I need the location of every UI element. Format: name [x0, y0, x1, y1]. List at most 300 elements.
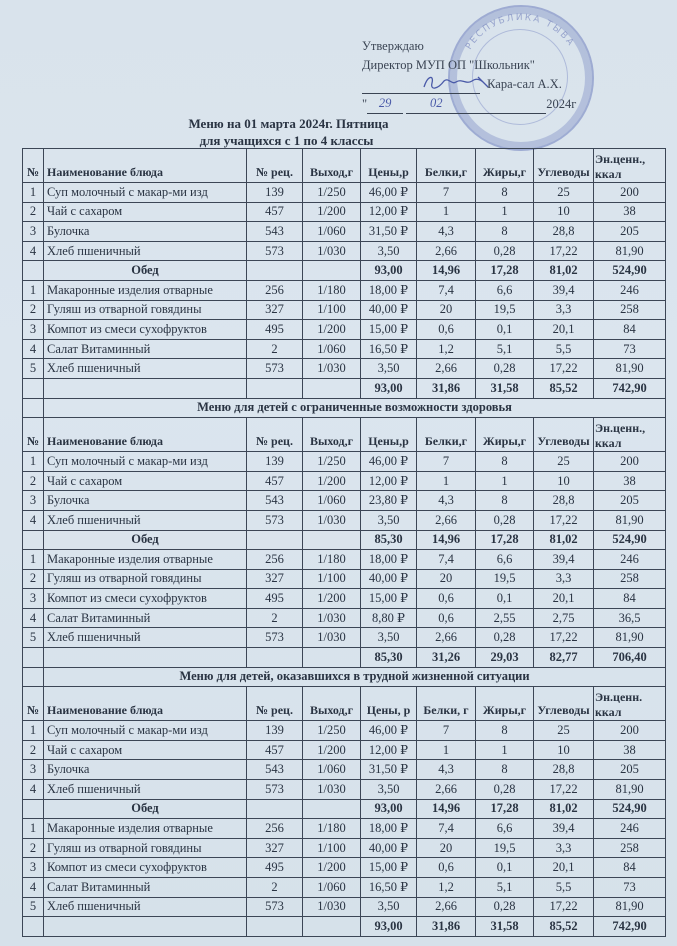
breakfast-row	[23, 241, 666, 261]
col-no: 2	[23, 471, 44, 491]
header-row	[23, 418, 666, 452]
col-fat: 8	[476, 452, 534, 472]
col-name: Гуляш из отварной говядины	[44, 300, 247, 320]
col-recipe: 327	[247, 838, 303, 858]
col-no: 3	[23, 320, 44, 340]
col-no: 3	[23, 858, 44, 878]
col-fat: 1	[476, 202, 534, 222]
col-yield: 1/030	[303, 897, 361, 917]
col-yield: 1/030	[303, 628, 361, 648]
col-name: Салат Витаминный	[44, 878, 247, 898]
col-price: 16,50 ₽	[361, 339, 417, 359]
col-name: Макаронные изделия отварные	[44, 550, 247, 570]
svg-text:РЕСПУБЛИКА ТЫВА: РЕСПУБЛИКА ТЫВА	[464, 12, 577, 52]
empty-cell	[23, 648, 44, 668]
col-yield: 1/060	[303, 491, 361, 511]
col-carbs: 3,3	[534, 300, 594, 320]
subtotal-col-protein: 14,96	[417, 799, 476, 819]
lunch-row	[23, 569, 666, 589]
header-col-fat: Жиры,г	[476, 418, 534, 452]
empty-cell	[303, 530, 361, 550]
col-recipe: 573	[247, 359, 303, 379]
col-recipe: 256	[247, 280, 303, 300]
col-protein: 1	[417, 202, 476, 222]
date-day: 29	[367, 94, 403, 114]
breakfast-row	[23, 760, 666, 780]
col-price: 15,00 ₽	[361, 858, 417, 878]
empty-cell	[247, 799, 303, 819]
header-row	[23, 149, 666, 183]
col-recipe: 573	[247, 780, 303, 800]
col-recipe: 573	[247, 628, 303, 648]
col-no: 1	[23, 721, 44, 741]
col-yield: 1/060	[303, 760, 361, 780]
col-fat: 6,6	[476, 550, 534, 570]
col-carbs: 10	[534, 740, 594, 760]
col-carbs: 25	[534, 721, 594, 741]
total-col-protein: 31,86	[417, 917, 476, 937]
col-kcal: 246	[594, 280, 666, 300]
breakfast-row	[23, 740, 666, 760]
lunch-row	[23, 320, 666, 340]
col-kcal: 205	[594, 760, 666, 780]
header-col-name: Наименование блюда	[44, 418, 247, 452]
empty-cell	[303, 648, 361, 668]
col-kcal: 38	[594, 471, 666, 491]
col-carbs: 3,3	[534, 838, 594, 858]
header-col-carbs: Углеводы	[534, 149, 594, 183]
subtotal-label: Обед	[44, 261, 247, 281]
col-price: 3,50	[361, 359, 417, 379]
director-name: Кара-сал А.Х.	[487, 77, 562, 91]
col-no: 1	[23, 183, 44, 203]
date-underline	[466, 113, 546, 114]
col-name: Булочка	[44, 491, 247, 511]
col-protein: 2,66	[417, 510, 476, 530]
total-col-price: 93,00	[361, 917, 417, 937]
col-price: 46,00 ₽	[361, 721, 417, 741]
col-yield: 1/200	[303, 202, 361, 222]
col-no: 5	[23, 897, 44, 917]
col-carbs: 28,8	[534, 760, 594, 780]
subtotal-label: Обед	[44, 530, 247, 550]
lunch-row	[23, 300, 666, 320]
col-yield: 1/180	[303, 819, 361, 839]
col-protein: 1	[417, 471, 476, 491]
col-protein: 0,6	[417, 589, 476, 609]
empty-cell	[247, 917, 303, 937]
empty-cell	[23, 917, 44, 937]
col-no: 1	[23, 550, 44, 570]
lunch-row	[23, 359, 666, 379]
header-col-recipe: № рец.	[247, 687, 303, 721]
header-col-name: Наименование блюда	[44, 149, 247, 183]
col-recipe: 573	[247, 241, 303, 261]
col-carbs: 17,22	[534, 359, 594, 379]
col-price: 3,50	[361, 780, 417, 800]
section-title: Меню для детей, оказавшихся в трудной жизненной ситуации	[44, 667, 666, 687]
col-protein: 7,4	[417, 280, 476, 300]
col-yield: 1/200	[303, 858, 361, 878]
breakfast-row	[23, 491, 666, 511]
col-recipe: 139	[247, 183, 303, 203]
col-kcal: 205	[594, 491, 666, 511]
total-row	[23, 648, 666, 668]
col-price: 3,50	[361, 897, 417, 917]
col-protein: 1	[417, 740, 476, 760]
col-name: Суп молочный с макар-ми изд	[44, 183, 247, 203]
col-protein: 2,66	[417, 628, 476, 648]
col-kcal: 246	[594, 819, 666, 839]
col-price: 31,50 ₽	[361, 760, 417, 780]
col-kcal: 81,90	[594, 510, 666, 530]
col-protein: 1,2	[417, 878, 476, 898]
approval-block	[362, 37, 592, 114]
header-row	[23, 687, 666, 721]
col-fat: 0,28	[476, 628, 534, 648]
section-title-row	[23, 398, 666, 418]
col-protein: 2,66	[417, 897, 476, 917]
header-col-yield: Выход,г	[303, 687, 361, 721]
col-recipe: 573	[247, 897, 303, 917]
col-name: Компот из смеси сухофруктов	[44, 858, 247, 878]
menu-table	[22, 148, 666, 937]
col-fat: 0,1	[476, 858, 534, 878]
total-col-fat: 29,03	[476, 648, 534, 668]
header-col-name: Наименование блюда	[44, 687, 247, 721]
total-col-kcal: 742,90	[594, 917, 666, 937]
col-kcal: 200	[594, 721, 666, 741]
header-col-price: Цены,р	[361, 149, 417, 183]
col-no: 3	[23, 589, 44, 609]
col-protein: 7	[417, 183, 476, 203]
col-no: 2	[23, 740, 44, 760]
empty-cell	[44, 917, 247, 937]
date-line: " 29 02 2024г	[362, 94, 592, 114]
col-yield: 1/100	[303, 569, 361, 589]
empty-cell	[23, 378, 44, 398]
total-col-carbs: 85,52	[534, 378, 594, 398]
breakfast-row	[23, 452, 666, 472]
col-recipe: 139	[247, 452, 303, 472]
col-no: 3	[23, 491, 44, 511]
section-title: Меню для детей с ограниченные возможности здоровья	[44, 398, 666, 418]
col-protein: 20	[417, 838, 476, 858]
subtotal-col-fat: 17,28	[476, 799, 534, 819]
col-protein: 2,66	[417, 780, 476, 800]
col-fat: 0,1	[476, 320, 534, 340]
header-col-protein: Белки,г	[417, 418, 476, 452]
col-no: 1	[23, 452, 44, 472]
col-no: 3	[23, 222, 44, 242]
empty-cell	[23, 261, 44, 281]
empty-cell	[23, 799, 44, 819]
col-protein: 7	[417, 721, 476, 741]
col-recipe: 2	[247, 339, 303, 359]
col-carbs: 28,8	[534, 222, 594, 242]
total-col-kcal: 742,90	[594, 378, 666, 398]
col-carbs: 39,4	[534, 280, 594, 300]
col-no: 2	[23, 569, 44, 589]
col-fat: 8	[476, 760, 534, 780]
col-yield: 1/180	[303, 280, 361, 300]
col-price: 15,00 ₽	[361, 320, 417, 340]
col-yield: 1/030	[303, 780, 361, 800]
col-yield: 1/100	[303, 300, 361, 320]
col-carbs: 10	[534, 202, 594, 222]
col-recipe: 457	[247, 202, 303, 222]
col-yield: 1/250	[303, 183, 361, 203]
col-price: 18,00 ₽	[361, 550, 417, 570]
header-col-carbs: Углеводы	[534, 687, 594, 721]
col-recipe: 2	[247, 878, 303, 898]
col-recipe: 495	[247, 320, 303, 340]
empty-cell	[303, 261, 361, 281]
col-name: Суп молочный с макар-ми изд	[44, 452, 247, 472]
col-kcal: 84	[594, 589, 666, 609]
empty-cell	[247, 261, 303, 281]
col-name: Хлеб пшеничный	[44, 628, 247, 648]
col-recipe: 139	[247, 721, 303, 741]
col-carbs: 20,1	[534, 858, 594, 878]
col-price: 18,00 ₽	[361, 280, 417, 300]
col-kcal: 81,90	[594, 359, 666, 379]
col-recipe: 457	[247, 471, 303, 491]
empty-cell	[303, 799, 361, 819]
lunch-row	[23, 897, 666, 917]
col-fat: 6,6	[476, 280, 534, 300]
col-protein: 0,6	[417, 858, 476, 878]
col-protein: 20	[417, 569, 476, 589]
col-no: 4	[23, 878, 44, 898]
col-price: 46,00 ₽	[361, 452, 417, 472]
col-price: 46,00 ₽	[361, 183, 417, 203]
lunch-row	[23, 550, 666, 570]
col-yield: 1/030	[303, 510, 361, 530]
lunch-row	[23, 838, 666, 858]
col-carbs: 17,22	[534, 780, 594, 800]
subtotal-col-carbs: 81,02	[534, 799, 594, 819]
col-protein: 4,3	[417, 222, 476, 242]
subtotal-col-carbs: 81,02	[534, 530, 594, 550]
col-kcal: 258	[594, 569, 666, 589]
col-price: 12,00 ₽	[361, 202, 417, 222]
col-yield: 1/200	[303, 589, 361, 609]
total-col-carbs: 82,77	[534, 648, 594, 668]
col-kcal: 36,5	[594, 608, 666, 628]
signature-line	[362, 75, 592, 94]
subtotal-col-kcal: 524,90	[594, 261, 666, 281]
col-kcal: 81,90	[594, 241, 666, 261]
col-kcal: 38	[594, 202, 666, 222]
col-price: 23,80 ₽	[361, 491, 417, 511]
empty-cell	[44, 648, 247, 668]
total-col-protein: 31,26	[417, 648, 476, 668]
col-yield: 1/060	[303, 222, 361, 242]
col-carbs: 17,22	[534, 628, 594, 648]
col-recipe: 573	[247, 510, 303, 530]
header-col-recipe: № рец.	[247, 418, 303, 452]
col-protein: 4,3	[417, 760, 476, 780]
col-recipe: 495	[247, 858, 303, 878]
col-yield: 1/200	[303, 320, 361, 340]
col-carbs: 17,22	[534, 897, 594, 917]
col-carbs: 3,3	[534, 569, 594, 589]
col-carbs: 28,8	[534, 491, 594, 511]
col-no: 2	[23, 300, 44, 320]
header-col-fat: Жиры,г	[476, 687, 534, 721]
total-col-carbs: 85,52	[534, 917, 594, 937]
lunch-row	[23, 878, 666, 898]
col-protein: 7,4	[417, 550, 476, 570]
col-recipe: 327	[247, 569, 303, 589]
col-fat: 0,28	[476, 241, 534, 261]
col-carbs: 25	[534, 452, 594, 472]
lunch-row	[23, 628, 666, 648]
empty-cell	[247, 378, 303, 398]
col-protein: 0,6	[417, 320, 476, 340]
header-col-no: №	[23, 418, 44, 452]
lunch-row	[23, 858, 666, 878]
col-recipe: 543	[247, 222, 303, 242]
signature-underline	[362, 93, 480, 94]
col-recipe: 327	[247, 300, 303, 320]
subtotal-col-price: 93,00	[361, 261, 417, 281]
director-line: Директор МУП ОП "Школьник"	[362, 58, 535, 72]
empty-cell	[23, 667, 44, 687]
total-col-fat: 31,58	[476, 378, 534, 398]
header-col-kcal: Эн.ценн., ккал	[594, 418, 666, 452]
total-row	[23, 378, 666, 398]
col-price: 3,50	[361, 628, 417, 648]
col-kcal: 258	[594, 300, 666, 320]
col-carbs: 20,1	[534, 589, 594, 609]
col-carbs: 10	[534, 471, 594, 491]
lunch-row	[23, 819, 666, 839]
col-name: Гуляш из отварной говядины	[44, 569, 247, 589]
col-fat: 0,1	[476, 589, 534, 609]
col-fat: 19,5	[476, 300, 534, 320]
col-yield: 1/200	[303, 471, 361, 491]
col-name: Компот из смеси сухофруктов	[44, 320, 247, 340]
col-carbs: 25	[534, 183, 594, 203]
date-month: 02	[406, 94, 466, 114]
col-price: 16,50 ₽	[361, 878, 417, 898]
approve-label: Утверждаю	[362, 39, 424, 53]
subtotal-col-price: 93,00	[361, 799, 417, 819]
col-kcal: 73	[594, 878, 666, 898]
breakfast-row	[23, 721, 666, 741]
col-kcal: 84	[594, 858, 666, 878]
col-no: 5	[23, 359, 44, 379]
empty-cell	[247, 530, 303, 550]
subtotal-row	[23, 530, 666, 550]
col-fat: 0,28	[476, 897, 534, 917]
col-name: Макаронные изделия отварные	[44, 819, 247, 839]
col-price: 8,80 ₽	[361, 608, 417, 628]
col-yield: 1/250	[303, 452, 361, 472]
empty-cell	[44, 378, 247, 398]
total-col-price: 93,00	[361, 378, 417, 398]
breakfast-row	[23, 222, 666, 242]
col-kcal: 246	[594, 550, 666, 570]
col-recipe: 2	[247, 608, 303, 628]
subtotal-row	[23, 799, 666, 819]
col-kcal: 200	[594, 452, 666, 472]
lunch-row	[23, 280, 666, 300]
col-yield: 1/250	[303, 721, 361, 741]
col-price: 31,50 ₽	[361, 222, 417, 242]
col-fat: 0,28	[476, 359, 534, 379]
col-fat: 8	[476, 222, 534, 242]
breakfast-row	[23, 183, 666, 203]
total-row	[23, 917, 666, 937]
col-fat: 8	[476, 721, 534, 741]
header-col-yield: Выход,г	[303, 149, 361, 183]
col-price: 40,00 ₽	[361, 569, 417, 589]
col-kcal: 84	[594, 320, 666, 340]
col-no: 5	[23, 628, 44, 648]
col-yield: 1/030	[303, 608, 361, 628]
col-yield: 1/180	[303, 550, 361, 570]
empty-cell	[303, 917, 361, 937]
header-col-price: Цены, р	[361, 687, 417, 721]
col-price: 3,50	[361, 241, 417, 261]
col-price: 12,00 ₽	[361, 740, 417, 760]
col-name: Хлеб пшеничный	[44, 780, 247, 800]
col-name: Компот из смеси сухофруктов	[44, 589, 247, 609]
col-fat: 2,55	[476, 608, 534, 628]
col-name: Хлеб пшеничный	[44, 897, 247, 917]
col-no: 1	[23, 819, 44, 839]
col-no: 2	[23, 202, 44, 222]
col-carbs: 39,4	[534, 550, 594, 570]
col-kcal: 38	[594, 740, 666, 760]
breakfast-row	[23, 780, 666, 800]
col-recipe: 256	[247, 819, 303, 839]
col-name: Салат Витаминный	[44, 608, 247, 628]
col-kcal: 200	[594, 183, 666, 203]
col-price: 3,50	[361, 510, 417, 530]
col-price: 15,00 ₽	[361, 589, 417, 609]
col-no: 4	[23, 241, 44, 261]
col-yield: 1/060	[303, 339, 361, 359]
empty-cell	[303, 378, 361, 398]
breakfast-row	[23, 510, 666, 530]
col-fat: 6,6	[476, 819, 534, 839]
total-col-fat: 31,58	[476, 917, 534, 937]
col-name: Чай с сахаром	[44, 202, 247, 222]
col-no: 2	[23, 838, 44, 858]
col-protein: 4,3	[417, 491, 476, 511]
col-recipe: 457	[247, 740, 303, 760]
breakfast-row	[23, 471, 666, 491]
col-protein: 2,66	[417, 241, 476, 261]
col-carbs: 2,75	[534, 608, 594, 628]
col-kcal: 73	[594, 339, 666, 359]
col-carbs: 5,5	[534, 339, 594, 359]
subtotal-col-kcal: 524,90	[594, 530, 666, 550]
header-col-kcal: Эн.ценн., ккал	[594, 149, 666, 183]
total-col-protein: 31,86	[417, 378, 476, 398]
col-fat: 19,5	[476, 838, 534, 858]
subtotal-col-carbs: 81,02	[534, 261, 594, 281]
col-no: 4	[23, 608, 44, 628]
col-protein: 20	[417, 300, 476, 320]
col-fat: 1	[476, 740, 534, 760]
date-year: 2024г	[546, 97, 577, 111]
header-col-yield: Выход,г	[303, 418, 361, 452]
